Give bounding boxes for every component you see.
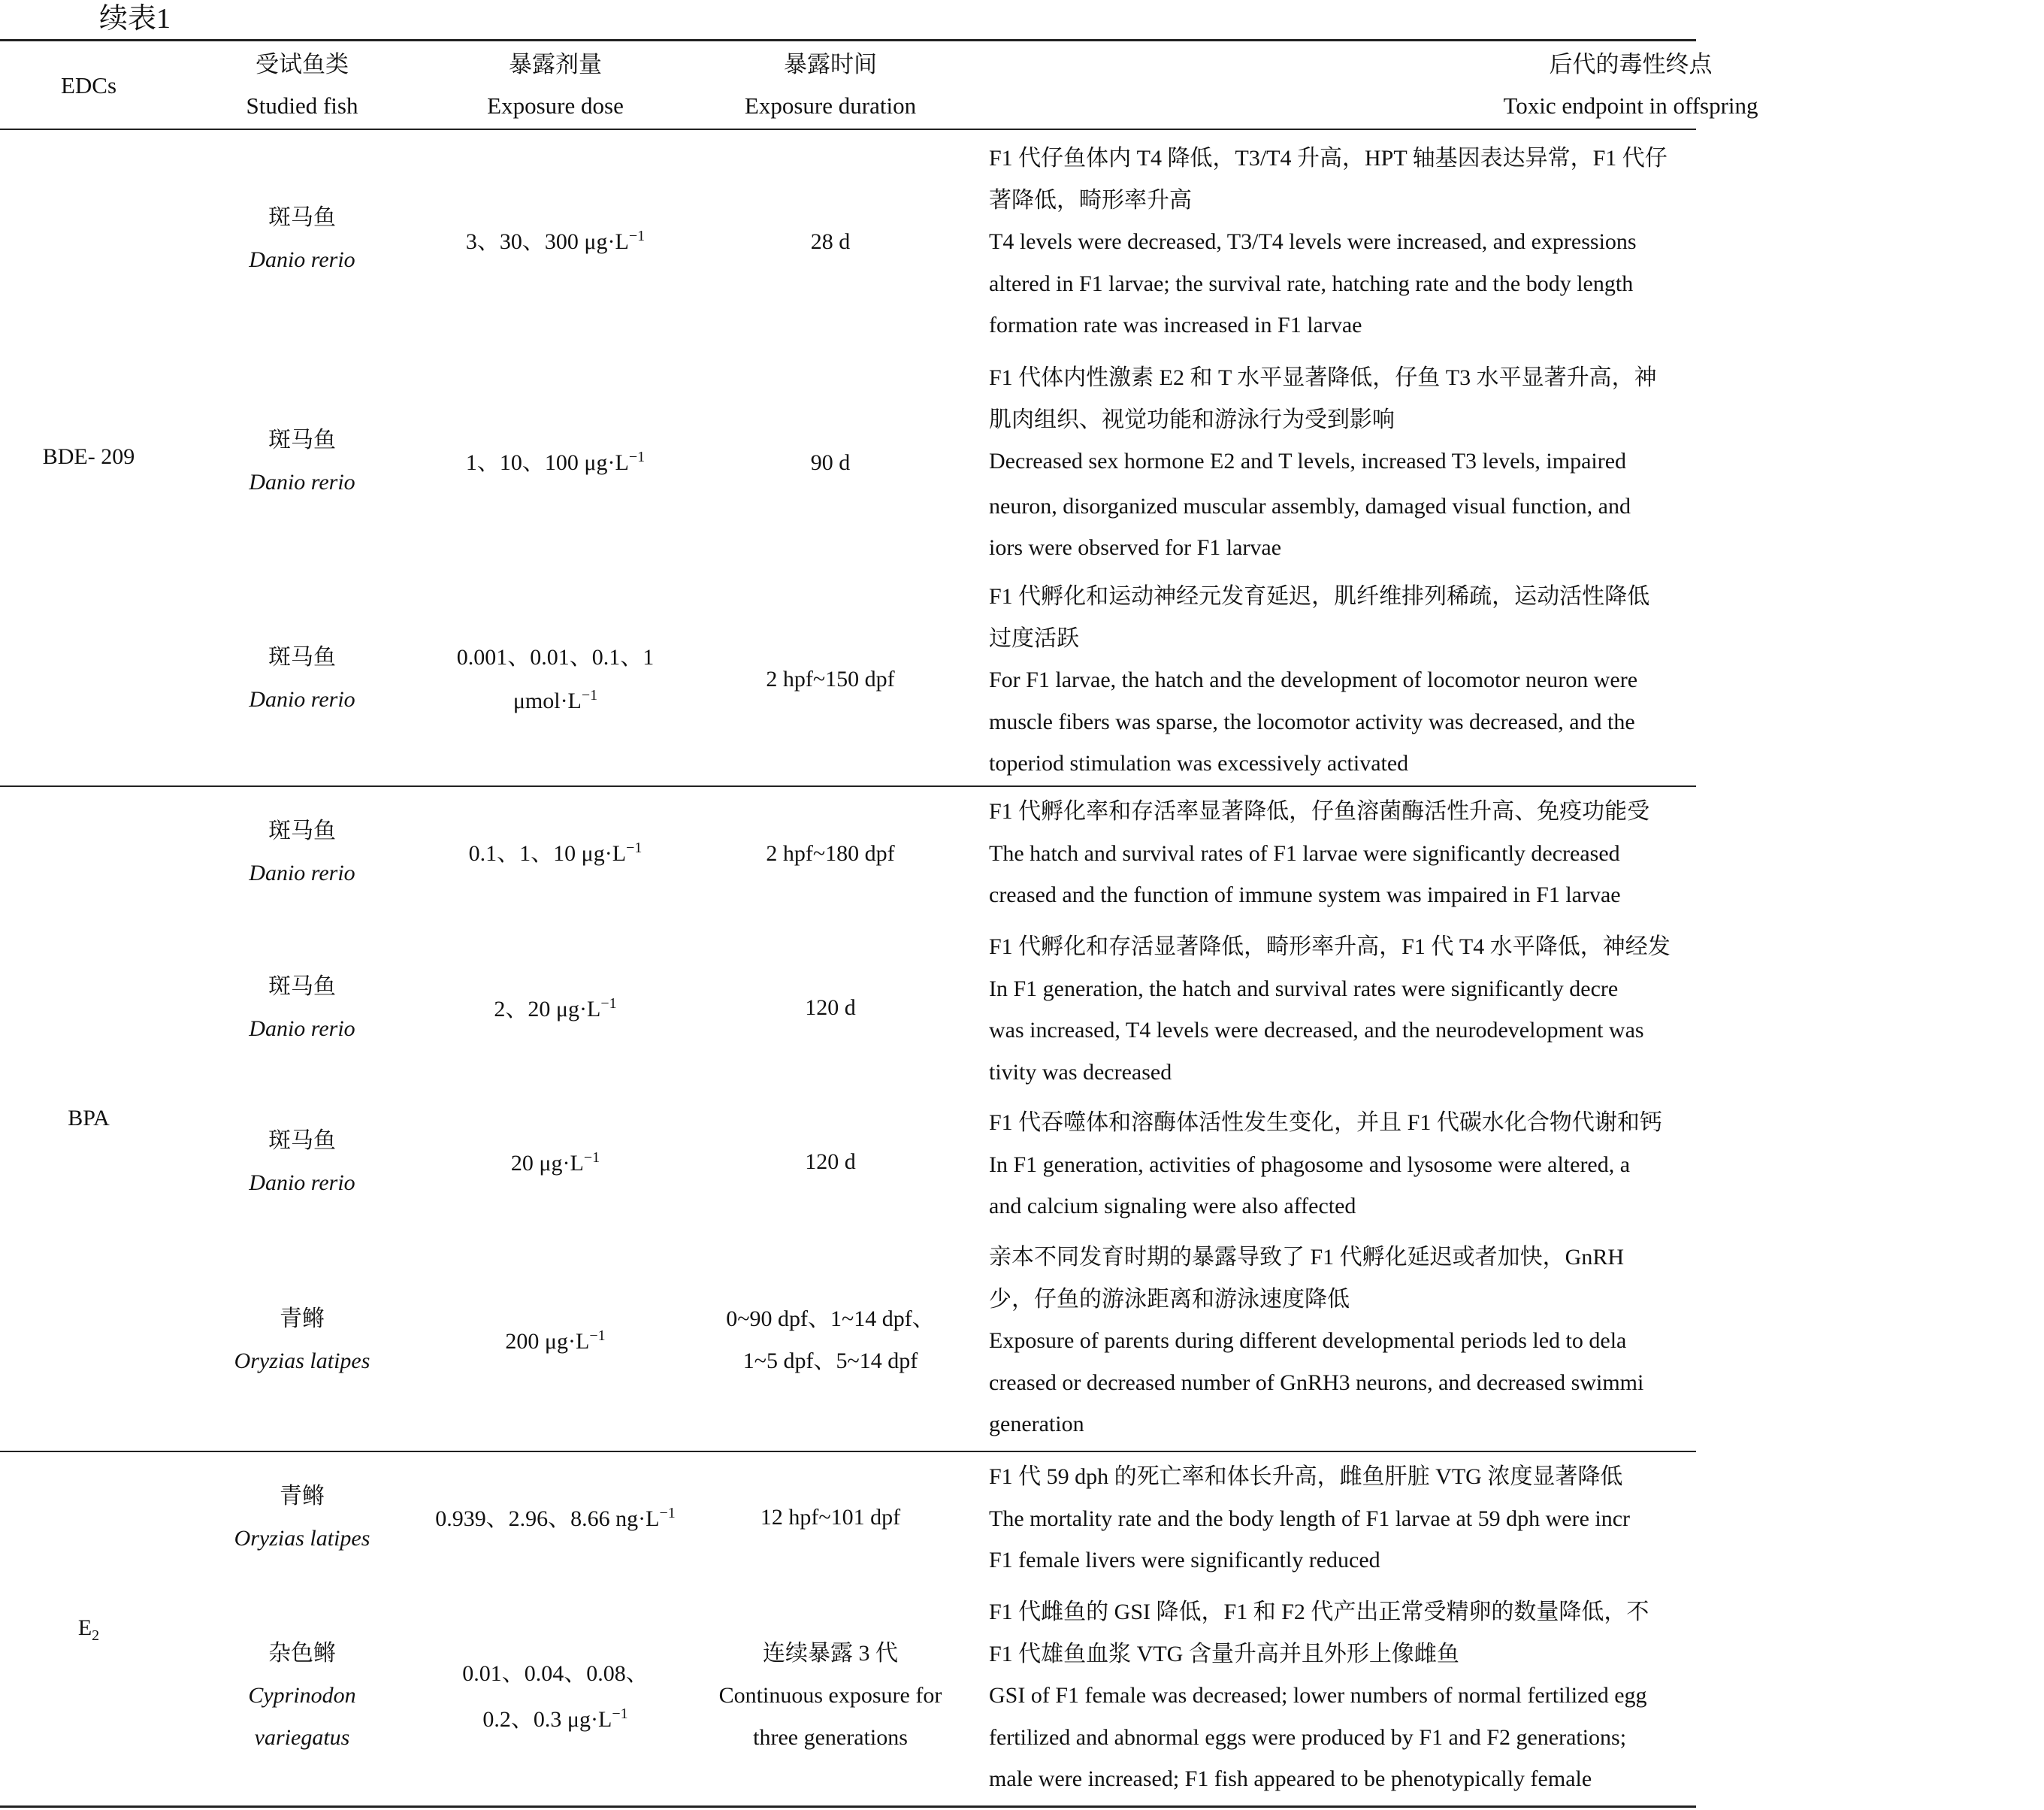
fish-cn: 斑马鱼 (268, 645, 336, 670)
header-dose-cn: 暴露剂量 (509, 51, 602, 77)
duration: 连续暴露 3 代 (763, 1641, 898, 1666)
fish-en: Danio rerio (249, 470, 355, 495)
group-rule-bpa (0, 1451, 1696, 1452)
fish-cn: 杂色鳉 (268, 1641, 336, 1666)
header-endpoint-cn: 后代的毒性终点 (1549, 51, 1713, 77)
header-rule (0, 129, 1696, 130)
dose: 20 $\mu g\cdot L^{-1}$ (510, 1149, 600, 1176)
duration: 120 d (805, 1149, 856, 1174)
header-edcs: EDCs (60, 72, 117, 98)
fish-cn: 斑马鱼 (268, 819, 336, 843)
fish-en: Danio rerio (249, 1016, 355, 1041)
fish-cn: 斑马鱼 (268, 428, 336, 452)
header-fish-cn: 受试鱼类 (256, 51, 349, 77)
dose: 3、30、300 $\mu g\cdot L^{-1}$ (465, 228, 646, 254)
header-endpoint-en: Toxic endpoint in offspring (1503, 92, 1758, 119)
header-duration-cn: 暴露时间 (784, 51, 877, 77)
duration: 2 hpf~150 dpf (766, 667, 895, 692)
endpoint: F1 代孵化和存活显著降低，畸形率升高，F1 代 T4 水平降低，神经发 In F1 generation, the hatch and survival rates were significantly decre was increased, T4 levels were decreased, and the neurodevelopment was tivity was decreased (989, 934, 1671, 1085)
fish-cn: 斑马鱼 (268, 974, 336, 999)
endpoint: F1 代 59 dph 的死亡率和体长升高，雌鱼肝脏 VTG 浓度显著降低 The mortality rate and the body length of F1 larvae at 59 dph were incr F1 female livers were significantly reduced (989, 1464, 1631, 1572)
duration: 2 hpf~180 dpf (766, 841, 895, 866)
dose: 0.939、2.96、8.66 $ng\cdot L^{-1}$ (435, 1505, 676, 1531)
table-caption: 续表1 (99, 3, 171, 35)
group-rule-bde (0, 785, 1696, 787)
fish-en: Oryzias latipes (234, 1526, 370, 1551)
header-dose-en: Exposure dose (487, 92, 624, 119)
dose-line-2: $\mu mol\cdot L^{-1}$ (513, 687, 598, 713)
duration: 0~90 dpf、1~14 dpf、 (726, 1306, 935, 1331)
endpoint: F1 代孵化和运动神经元发育延迟，肌纤维排列稀疏，运动活性降低 过度活跃 For F1 larvae, the hatch and the development of locomotor neuron were muscle fibers was sparse, the locomotor activity was decreased, and the toperiod stimulation was excessively activated (989, 584, 1650, 776)
fish-en: Danio rerio (249, 687, 355, 712)
fish-en: Danio rerio (249, 247, 355, 272)
fish-en-line-2: variegatus (254, 1725, 350, 1750)
group-label-e2: $E_2$ (77, 1615, 100, 1644)
bottom-rule (0, 1805, 1696, 1808)
fish-cn: 斑马鱼 (268, 1128, 336, 1153)
fish-en: Danio rerio (249, 861, 355, 885)
dose: 2、20 $\mu g\cdot L^{-1}$ (494, 995, 617, 1022)
fish-en: Oryzias latipes (234, 1348, 370, 1373)
top-rule (0, 39, 1696, 41)
duration-line-3: three generations (753, 1725, 908, 1750)
fish-cn: 青鳉 (280, 1484, 325, 1509)
duration: 28 d (810, 229, 851, 254)
duration: 120 d (805, 995, 856, 1020)
group-label-bde209: BDE- 209 (42, 444, 135, 469)
fish-en: Danio rerio (249, 1170, 355, 1195)
header-duration-en: Exposure duration (744, 92, 917, 119)
dose: 0.1、1、10 $\mu g\cdot L^{-1}$ (468, 840, 643, 866)
duration: 12 hpf~101 dpf (760, 1505, 901, 1530)
dose: 200 $\mu g\cdot L^{-1}$ (505, 1327, 606, 1354)
fish-cn: 斑马鱼 (268, 205, 336, 230)
dose: 1、10、100 $\mu g\cdot L^{-1}$ (465, 449, 646, 475)
endpoint: F1 代体内性激素 E2 和 T 水平显著降低，仔鱼 T3 水平显著升高，神 肌肉组织、视觉功能和游泳行为受到影响 Decreased sex hormone E2 and T levels, increased T3 levels, impaired neuron, disorganized muscular assembly, damaged visual function, and iors were observed for F1 larvae (989, 365, 1657, 560)
endpoint: F1 代吞噬体和溶酶体活性发生变化，并且 F1 代碳水化合物代谢和钙 In F1 generation, activities of phagosome and lysosome were altered, a and calcium signaling were also affected (989, 1110, 1662, 1218)
duration-line-2: Continuous exposure for (718, 1683, 942, 1708)
group-label-bpa: BPA (68, 1106, 110, 1130)
dose: 0.01、0.04、0.08、 (462, 1661, 649, 1686)
dose: 0.001、0.01、0.1、1 (456, 645, 655, 670)
dose-line-2: 0.2、0.3 $\mu g\cdot L^{-1}$ (482, 1706, 628, 1732)
duration: 90 d (810, 450, 851, 475)
endpoint: F1 代孵化率和存活率显著降低，仔鱼溶菌酶活性升高、免疫功能受 The hatch and survival rates of F1 larvae were significantly decreased creased and the function of immune system was impaired in F1 larvae (989, 799, 1650, 907)
fish-en: Cyprinodon (248, 1683, 356, 1708)
endpoint: F1 代雌鱼的 GSI 降低，F1 和 F2 代产出正常受精卵的数量降低，不 F1 代雄鱼血浆 VTG 含量升高并且外形上像雌鱼 GSI of F1 female was decreased; lower numbers of normal fertilized egg fertilized and abnormal eggs were produced by F1 and F2 generations; male were increased; F1 fish appeared to be phenotypically female (989, 1600, 1649, 1791)
endpoint: F1 代仔鱼体内 T4 降低，T3/T4 升高，HPT 轴基因表达异常，F1 代仔 著降低，畸形率升高 T4 levels were decreased, T3/T4 levels were increased, and expressions altered in F1 larvae; the survival rate, hatching rate and the body length formation rate was increased in F1 larvae (989, 146, 1668, 337)
endpoint: 亲本不同发育时期的暴露导致了 F1 代孵化延迟或者加快，GnRH 少，仔鱼的游泳距离和游泳速度降低 Exposure of parents during different developmental periods led to dela creased or decreased number of GnRH3 neurons, and decreased swimmi generation (989, 1245, 1644, 1436)
duration-line-2: 1~5 dpf、5~14 dpf (742, 1348, 918, 1373)
header-fish-en: Studied fish (246, 92, 358, 119)
fish-cn: 青鳉 (280, 1306, 325, 1331)
